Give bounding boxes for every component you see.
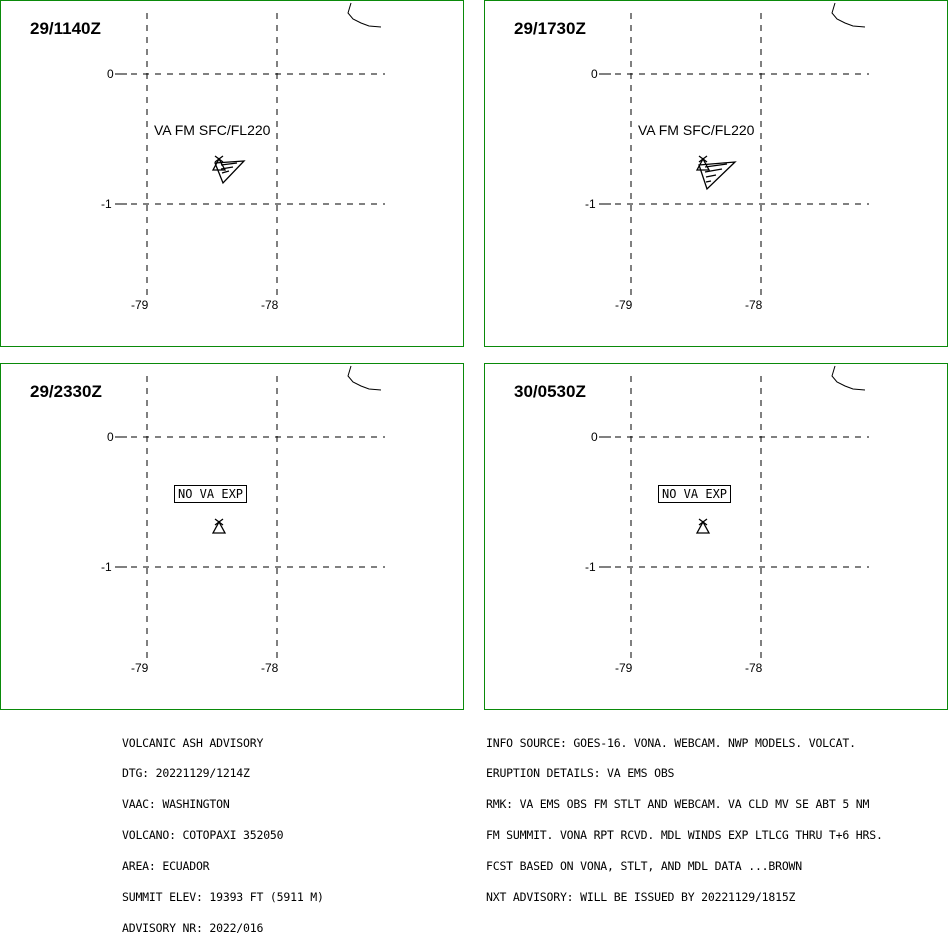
lon-label-78: -78 <box>745 661 763 675</box>
coastline <box>832 3 865 27</box>
graticule <box>119 13 385 296</box>
lat-label-minus1: -1 <box>101 560 112 574</box>
valid-time-label: 29/1730Z <box>514 19 586 38</box>
map-graphics <box>485 1 948 347</box>
lon-label-78: -78 <box>261 661 279 675</box>
lat-label-0: 0 <box>107 430 114 444</box>
lat-label-minus1: -1 <box>585 197 596 211</box>
graticule <box>603 13 869 296</box>
coastline <box>348 3 381 27</box>
advisory-header-block <box>122 717 324 944</box>
lon-label-79: -79 <box>131 661 149 675</box>
volcano-icon <box>697 519 709 533</box>
advisory-vaac: VAAC: WASHINGTON <box>122 797 230 812</box>
tick-marks <box>599 74 611 204</box>
map-graphics <box>1 1 464 347</box>
advisory-number: ADVISORY NR: 2022/016 <box>122 920 264 935</box>
advisory-next: NXT ADVISORY: WILL BE ISSUED BY 20221129/1815Z <box>486 890 796 905</box>
valid-time-label: 29/2330Z <box>30 382 102 401</box>
advisory-volcano: VOLCANO: COTOPAXI 352050 <box>122 828 284 843</box>
advisory-area: AREA: ECUADOR <box>122 859 210 874</box>
ash-cloud <box>699 162 735 189</box>
tick-marks <box>599 437 611 567</box>
advisory-dtg: DTG: 20221129/1214Z <box>122 766 250 781</box>
map-panel-3 <box>0 363 464 710</box>
advisory-title: VOLCANIC ASH ADVISORY <box>122 735 264 750</box>
graticule <box>603 376 869 659</box>
va-level-label: VA FM SFC/FL220 <box>638 122 755 138</box>
advisory-eruption-details: ERUPTION DETAILS: VA EMS OBS <box>486 766 675 781</box>
advisory-summit-elev: SUMMIT ELEV: 19393 FT (5911 M) <box>122 890 324 905</box>
tick-marks <box>115 74 127 204</box>
map-panel-4 <box>484 363 948 710</box>
coastline <box>832 366 865 390</box>
tick-marks <box>115 437 127 567</box>
coastline <box>348 366 381 390</box>
volcano-icon <box>697 156 709 170</box>
map-panel-2 <box>484 0 948 347</box>
lat-label-0: 0 <box>107 67 114 81</box>
lat-label-minus1: -1 <box>585 560 596 574</box>
advisory-remarks-line-1: RMK: VA EMS OBS FM STLT AND WEBCAM. VA CLD MV SE ABT 5 NM <box>486 797 870 812</box>
lon-label-79: -79 <box>131 298 149 312</box>
valid-time-label: 30/0530Z <box>514 382 586 401</box>
advisory-details-block <box>486 717 883 913</box>
lon-label-78: -78 <box>745 298 763 312</box>
va-level-label: VA FM SFC/FL220 <box>154 122 271 138</box>
advisory-info-source: INFO SOURCE: GOES-16. VONA. WEBCAM. NWP MODELS. VOLCAT. <box>486 735 856 750</box>
lat-label-0: 0 <box>591 430 598 444</box>
graticule <box>119 376 385 659</box>
valid-time-label: 29/1140Z <box>30 19 101 38</box>
ash-cloud <box>215 161 244 183</box>
advisory-remarks-line-3: FCST BASED ON VONA, STLT, AND MDL DATA ...BROWN <box>486 859 803 874</box>
advisory-remarks-line-2: FM SUMMIT. VONA RPT RCVD. MDL WINDS EXP LTLCG THRU T+6 HRS. <box>486 828 883 843</box>
map-panel-1 <box>0 0 464 347</box>
lon-label-78: -78 <box>261 298 279 312</box>
map-graphics <box>1 364 464 710</box>
map-graphics <box>485 364 948 710</box>
lon-label-79: -79 <box>615 661 633 675</box>
lon-label-79: -79 <box>615 298 633 312</box>
volcano-icon <box>213 519 225 533</box>
lat-label-0: 0 <box>591 67 598 81</box>
no-va-expected-box: NO VA EXP <box>174 485 247 503</box>
no-va-expected-box: NO VA EXP <box>658 485 731 503</box>
lat-label-minus1: -1 <box>101 197 112 211</box>
